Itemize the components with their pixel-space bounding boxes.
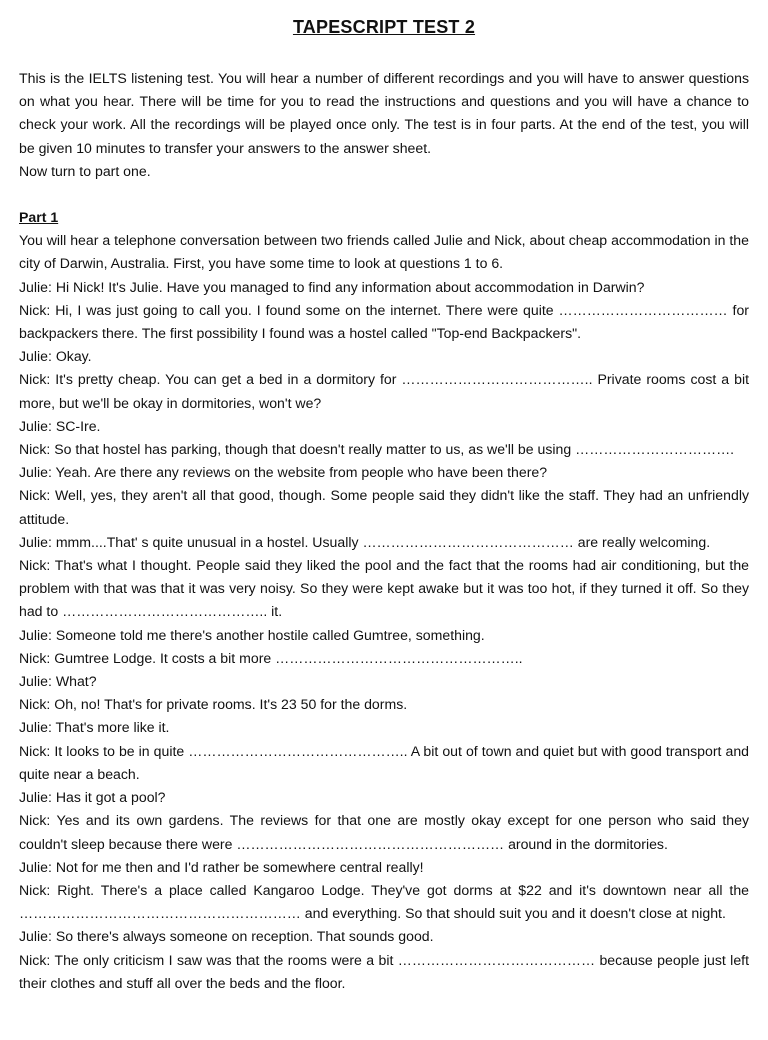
intro-section [19, 67, 749, 183]
turn-instruction: Now turn to part one. [19, 162, 151, 179]
transcript-line: Nick: Hi, I was just going to call you. I found some on the internet. There were quite ……………………………… for backpackers there. The first possibility I found was a hostel called "Top-end Backpackers". [19, 301, 749, 342]
transcript-line: Nick: It looks to be in quite ……………………………………….. A bit out of town and quiet but with good transport and quite near a beach. [19, 742, 749, 782]
transcript-line: Julie: What? [19, 673, 97, 690]
transcript-line: Nick: Yes and its own gardens. The reviews for that one are mostly okay except for one person who said they couldn't sleep because there were ………………………………………………… around in the dormitories. [19, 812, 749, 852]
transcript-line: Nick: It's pretty cheap. You can get a bed in a dormitory for ………………………………….. Private rooms cost a bit more, but we'll be okay in dormitories, won't we? [19, 371, 749, 411]
transcript-line: Nick: Oh, no! That's for private rooms. It's 23 50 for the dorms. [19, 696, 408, 713]
transcript-line: Julie: Yeah. Are there any reviews on the website from people who have been there? [19, 464, 548, 481]
transcript-line: You will hear a telephone conversation between two friends called Julie and Nick, about cheap accommodation in the city of Darwin, Australia. First, you have some time to look at questions 1 to 6. [19, 232, 749, 272]
transcript-line: Julie: mmm....That' s quite unusual in a hostel. Usually ……………………………………… are really welcoming. [19, 533, 711, 550]
transcript-line: Julie: That's more like it. [19, 719, 170, 736]
transcript-line: Julie: So there's always someone on reception. That sounds good. [19, 928, 434, 945]
transcript-line: Nick: Gumtree Lodge. It costs a bit more …………………………………………….. [19, 649, 523, 666]
transcript-line: Nick: Well, yes, they aren't all that good, though. Some people said they didn't like the staff. They had an unfriendly attitude. [19, 487, 749, 527]
document-title: TAPESCRIPT TEST 2 [292, 17, 476, 37]
transcript-line: Julie: Has it got a pool? [19, 789, 166, 806]
transcript-line: Julie: Someone told me there's another hostile called Gumtree, something. [19, 626, 485, 643]
transcript [19, 229, 749, 995]
transcript-line: Julie: Hi Nick! It's Julie. Have you managed to find any information about accommodation in Darwin? [19, 278, 645, 295]
transcript-line: Nick: That's what I thought. People said they liked the pool and the fact that the rooms had air conditioning, but the problem with that was that it was very noisy. So they were kept awake but it was too hot, if they turned it off. So they had to …………………………………….. it. [19, 557, 749, 620]
transcript-line: Nick: So that hostel has parking, though that doesn't really matter to us, as we'll be using ……………………………. [19, 441, 735, 458]
transcript-line: Julie: Okay. [19, 348, 92, 365]
transcript-line: Nick: Right. There's a place called Kangaroo Lodge. They've got dorms at $22 and it's downtown near all the …………………………………………………… and everything. So that should suit you and it doesn't close at night. [19, 881, 749, 922]
document-page [0, 16, 768, 995]
transcript-line: Julie: SC-Ire. [19, 417, 101, 434]
transcript-line: Nick: The only criticism I saw was that the rooms were a bit …………………………………… because people just left their clothes and stuff all over the beds and the floor. [19, 951, 749, 991]
part-1-heading: Part 1 [19, 209, 59, 226]
intro-paragraph: This is the IELTS listening test. You will hear a number of different recordings and you will have to answer questions on what you hear. There will be time for you to read the instructions and questions and you will have a chance to check your work. All the recordings will be played once only. The test is in four parts. At the end of the test, you will be given 10 minutes to transfer your answers to the answer sheet. [19, 70, 749, 156]
transcript-line: Julie: Not for me then and I'd rather be somewhere central really! [19, 858, 424, 875]
